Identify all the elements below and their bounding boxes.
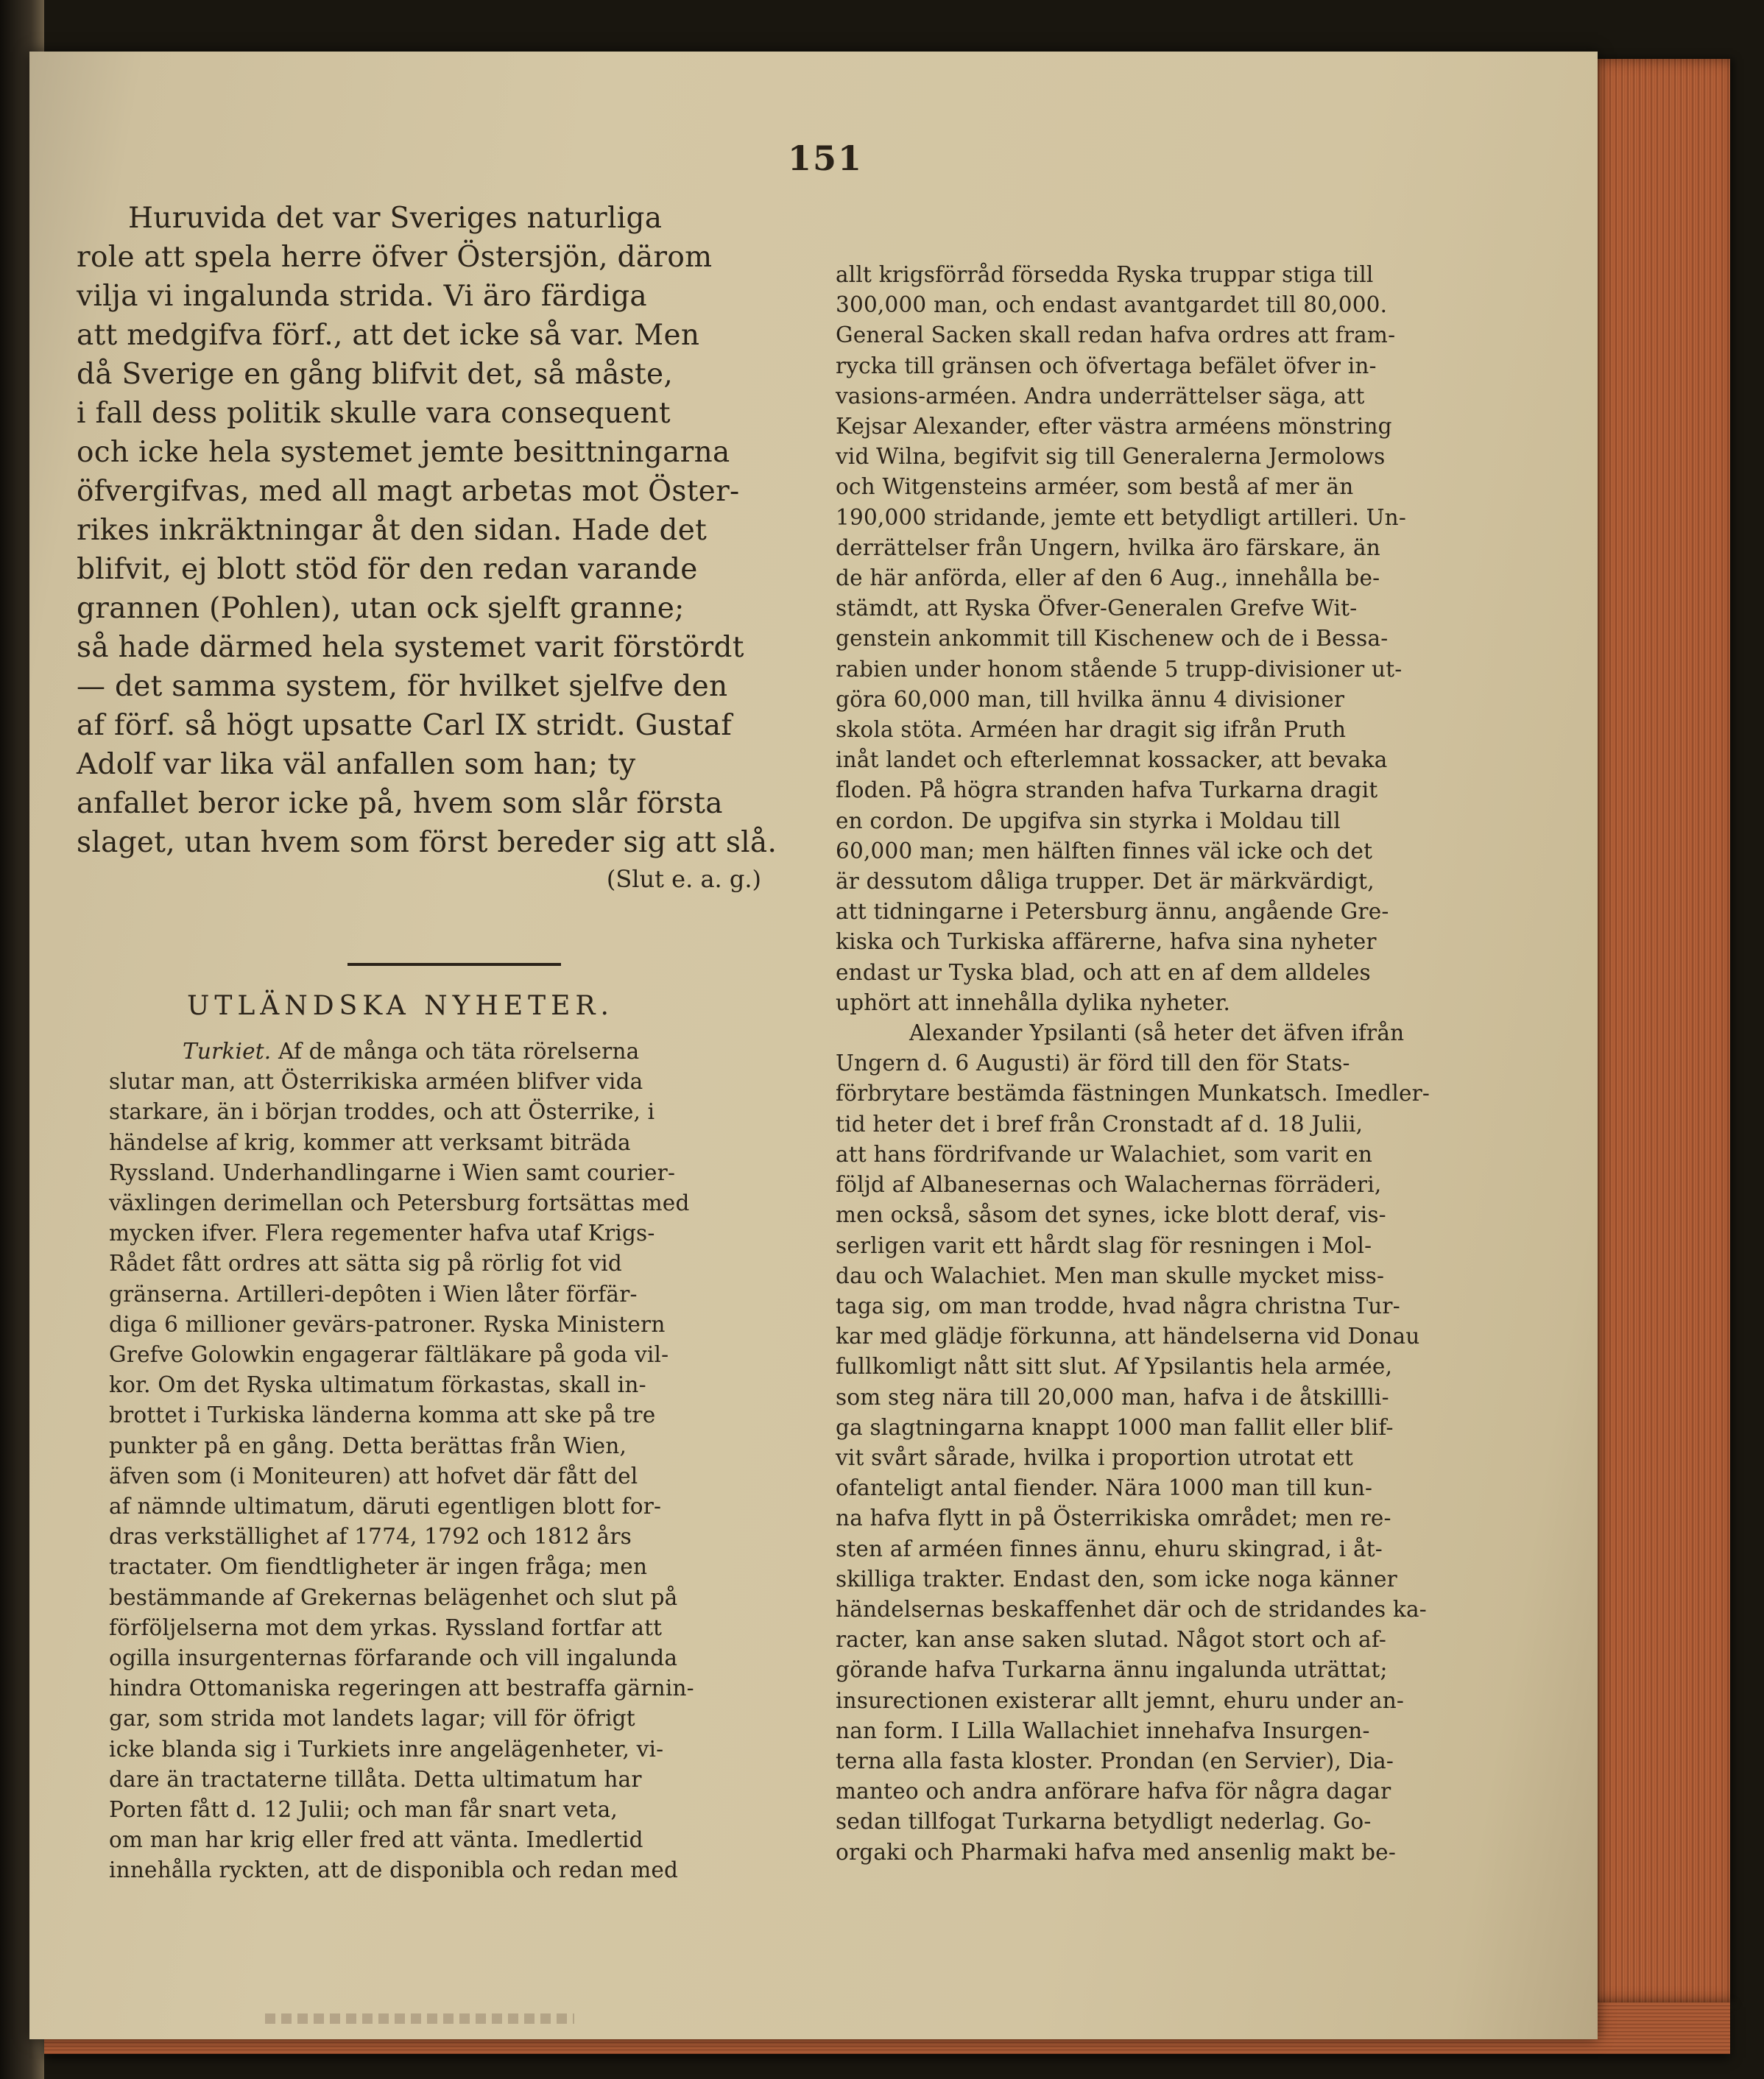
text-line: manteo och andra anförare hafva för några dagar	[836, 1779, 1391, 1804]
text-line: inåt landet och efterlemnat kossacker, att bevaka	[836, 747, 1388, 773]
text-line: hindra Ottomaniska regeringen att bestraffa gärnin-	[109, 1676, 694, 1701]
text-line: tid heter det i bref från Cronstadt af d. 18 Julii,	[836, 1111, 1363, 1137]
text-line: men också, såsom det synes, icke blott deraf, vis-	[836, 1202, 1386, 1228]
text-line: som steg nära till 20,000 man, hafva i de åtskillli-	[836, 1384, 1389, 1410]
text-line: insurectionen existerar allt jemnt, ehuru under an-	[836, 1687, 1405, 1713]
text-line: dau och Walachiet. Men man skulle mycket miss-	[836, 1263, 1385, 1288]
text-line: na hafva flytt in på Österrikiska området; men re-	[836, 1506, 1391, 1531]
text-line: innehålla ryckten, att de disponibla och redan med	[109, 1857, 679, 1883]
text-line: skilliga trakter. Endast den, som icke noga känner	[836, 1566, 1397, 1592]
section-divider-rule	[347, 963, 561, 966]
text-line: af nämnde ultimatum, däruti egentligen blott for-	[109, 1494, 662, 1519]
text-line: punkter på en gång. Detta berättas från Wien,	[109, 1433, 627, 1458]
text-line: — det samma system, för hvilket sjelfve den	[77, 670, 728, 703]
text-line: växlingen derimellan och Petersburg fortsättas med	[109, 1190, 690, 1216]
text-line: rikes inkräktningar åt den sidan. Hade det	[77, 514, 708, 547]
text-line: ogilla insurgenternas förfarande och vill ingalunda	[109, 1645, 678, 1671]
text-line: görande hafva Turkarna ännu ingalunda uträttat;	[836, 1657, 1388, 1683]
text-line: brottet i Turkiska länderna komma att ske på tre	[109, 1402, 656, 1428]
text-line: händelse af krig, kommer att verksamt biträda	[109, 1129, 631, 1155]
text-line: händelsernas beskaffenhet där och de stridandes ka-	[836, 1596, 1427, 1622]
book-page	[29, 52, 1598, 2039]
text-line: taga sig, om man trodde, hvad några christna Tur-	[836, 1293, 1400, 1319]
text-line: grannen (Pohlen), utan ock sjelft granne;	[77, 592, 685, 625]
text-line: om man har krig eller fred att vänta. Imedlertid	[109, 1827, 643, 1853]
text-line: genstein ankommit till Kischenew och de i Bessa-	[836, 626, 1389, 652]
text-line: de här anförda, eller af den 6 Aug., innehålla be-	[836, 565, 1380, 591]
text-line: slaget, utan hvem som först bereder sig att slå.	[77, 826, 777, 859]
text-line: blifvit, ej blott stöd för den redan varande	[77, 553, 698, 586]
text-line: att tidningarne i Petersburg ännu, angående Gre-	[836, 899, 1389, 925]
text-line: en cordon. De upgifva sin styrka i Moldau till	[836, 808, 1341, 833]
text-line: mycken ifver. Flera regementer hafva utaf Krigs-	[109, 1221, 655, 1246]
text-line: sedan tillfogat Turkarna betydligt nederlag. Go-	[836, 1809, 1372, 1835]
text-line: förbrytare bestämda fästningen Munkatsch. Imedler-	[836, 1081, 1430, 1106]
section-heading: UTLÄNDSKA NYHETER.	[187, 991, 614, 1021]
text-line: slutar man, att Österrikiska arméen blifver vida	[109, 1069, 643, 1095]
text-line: och icke hela systemet jemte besittningarna	[77, 436, 730, 469]
text-line: vit svårt sårade, hvilka i proportion utrotat ett	[836, 1444, 1354, 1470]
news-country-label: Turkiet.	[183, 1039, 272, 1064]
text-line: floden. På högra stranden hafva Turkarna dragit	[836, 777, 1378, 803]
text-line: vid Wilna, begifvit sig till Generalerna Jermolows	[836, 444, 1386, 470]
text-line: Kejsar Alexander, efter västra arméens mönstring	[836, 414, 1392, 440]
text-line: Alexander Ypsilanti (så heter det äfven ifrån	[909, 1020, 1405, 1046]
text-line: vilja vi ingalunda strida. Vi äro färdiga	[77, 280, 647, 313]
text-line: vasions-arméen. Andra underrättelser säga, att	[836, 383, 1365, 409]
text-line: bestämmande af Grekernas belägenhet och slut på	[109, 1584, 678, 1610]
text-line: att medgifva förf., att det icke så var. Men	[77, 319, 700, 352]
text-line: af förf. så högt upsatte Carl IX stridt. Gustaf	[77, 709, 733, 742]
text-line: diga 6 millioner gevärs-patroner. Ryska Ministern	[109, 1311, 666, 1337]
text-line: fullkomligt nått sitt slut. Af Ypsilantis hela armée,	[836, 1354, 1393, 1380]
text-line: starkare, än i början troddes, och att Österrike, i	[109, 1099, 655, 1125]
text-line: Huruvida det var Sveriges naturliga	[128, 202, 663, 235]
faint-show-through-text	[265, 2013, 574, 2024]
left-column-news	[109, 1037, 801, 1886]
text-line: då Sverige en gång blifvit det, så måste,	[77, 358, 674, 391]
news-first-line	[109, 1037, 801, 1067]
text-line: stämdt, att Ryska Öfver-Generalen Grefve Wit-	[836, 596, 1358, 621]
text-line: 300,000 man, och endast avantgardet till 80,000.	[836, 292, 1388, 318]
text-line: att hans fördrifvande ur Walachiet, som varit en	[836, 1141, 1373, 1167]
text-line: göra 60,000 man, till hvilka ännu 4 divisioner	[836, 686, 1345, 712]
text-line: racter, kan anse saken slutad. Något stort och af-	[836, 1627, 1387, 1653]
text-line: gar, som strida mot landets lagar; vill för öfrigt	[109, 1706, 635, 1732]
text-line: terna alla fasta kloster. Prondan (en Servier), Dia-	[836, 1748, 1394, 1773]
text-line: tractater. Om fiendtligheter är ingen fråga; men	[109, 1554, 648, 1580]
text-line: i fall dess politik skulle vara consequent	[77, 397, 671, 430]
text-line: kar med glädje förkunna, att händelserna vid Donau	[836, 1324, 1420, 1349]
text-line: följd af Albanesernas och Walachernas förräderi,	[836, 1172, 1382, 1198]
text-line: dare än tractaterne tillåta. Detta ultimatum har	[109, 1766, 642, 1792]
page-fore-edge	[1583, 59, 1730, 2002]
text-line: nan form. I Lilla Wallachiet innehafva Insurgen-	[836, 1718, 1370, 1743]
text-line: kor. Om det Ryska ultimatum förkastas, skall in-	[109, 1372, 646, 1398]
text-line: anfallet beror icke på, hvem som slår första	[77, 787, 723, 820]
text-line: ofanteligt antal fiender. Nära 1000 man till kun-	[836, 1475, 1373, 1501]
text-line: så hade därmed hela systemet varit förstördt	[77, 631, 744, 664]
text-line: Rådet fått ordres att sätta sig på rörlig fot vid	[109, 1251, 623, 1277]
text-line: 60,000 man; men hälften finnes väl icke och det	[836, 838, 1373, 864]
text-line: äfven som (i Moniteuren) att hofvet där fått del	[109, 1463, 638, 1489]
text-line: rabien under honom stående 5 trupp-divisioner ut-	[836, 656, 1403, 682]
text-line: öfvergifvas, med all magt arbetas mot Öster-	[77, 475, 740, 508]
text-line: Grefve Golowkin engagerar fältläkare på goda vil-	[109, 1342, 669, 1368]
text-line: Adolf var lika väl anfallen som han; ty	[77, 748, 636, 781]
text-line: skola stöta. Arméen har dragit sig ifrån Pruth	[836, 717, 1347, 743]
text-line: 190,000 stridande, jemte ett betydligt artilleri. Un-	[836, 504, 1407, 530]
text-line: orgaki och Pharmaki hafva med ansenlig makt be-	[836, 1839, 1396, 1865]
text-line: kiska och Turkiska affärerne, hafva sina nyheter	[836, 929, 1377, 955]
text-line: uphört att innehålla dylika nyheter.	[836, 989, 1231, 1015]
text-line: General Sacken skall redan hafva ordres att fram-	[836, 322, 1396, 348]
text-line: role att spela herre öfver Östersjön, därom	[77, 241, 713, 274]
text-line: är dessutom dåliga trupper. Det är märkvärdigt,	[836, 869, 1375, 894]
news-first-line-text: Af de många och täta rörelserna	[271, 1039, 640, 1064]
text-line: ga slagtningarna knappt 1000 man fallit eller blif-	[836, 1414, 1394, 1440]
text-line: och Witgensteins arméer, som bestå af mer än	[836, 474, 1354, 500]
text-line: allt krigsförråd försedda Ryska truppar stiga till	[836, 262, 1374, 287]
text-line: förföljelserna mot dem yrkas. Ryssland fortfar att	[109, 1614, 663, 1640]
text-line: rycka till gränsen och öfvertaga befälet öfver in-	[836, 353, 1377, 378]
text-line: dras verkställighet af 1774, 1792 och 1812 års	[109, 1524, 632, 1550]
page-number: 151	[788, 138, 864, 178]
text-line: Porten fått d. 12 Julii; och man får snart veta,	[109, 1797, 618, 1823]
text-line: derrättelser från Ungern, hvilka äro färskare, än	[836, 534, 1380, 560]
text-line: Ungern d. 6 Augusti) är förd till den för Stats-	[836, 1051, 1350, 1076]
text-line: gränserna. Artilleri-depôten i Wien låter förfär-	[109, 1281, 638, 1307]
text-line: endast ur Tyska blad, och att en af dem alldeles	[836, 959, 1371, 985]
essay-signature: (Slut e. a. g.)	[606, 865, 761, 893]
right-column-news	[836, 260, 1528, 1868]
text-line: sten af arméen finnes ännu, ehuru skingrad, i åt-	[836, 1536, 1383, 1561]
text-line: serligen varit ett hårdt slag för resningen i Mol-	[836, 1232, 1372, 1258]
text-line: icke blanda sig i Turkiets inre angelägenheter, vi-	[109, 1736, 664, 1762]
text-line: Ryssland. Underhandlingarne i Wien samt courier-	[109, 1159, 676, 1185]
left-column-essay	[77, 199, 783, 896]
